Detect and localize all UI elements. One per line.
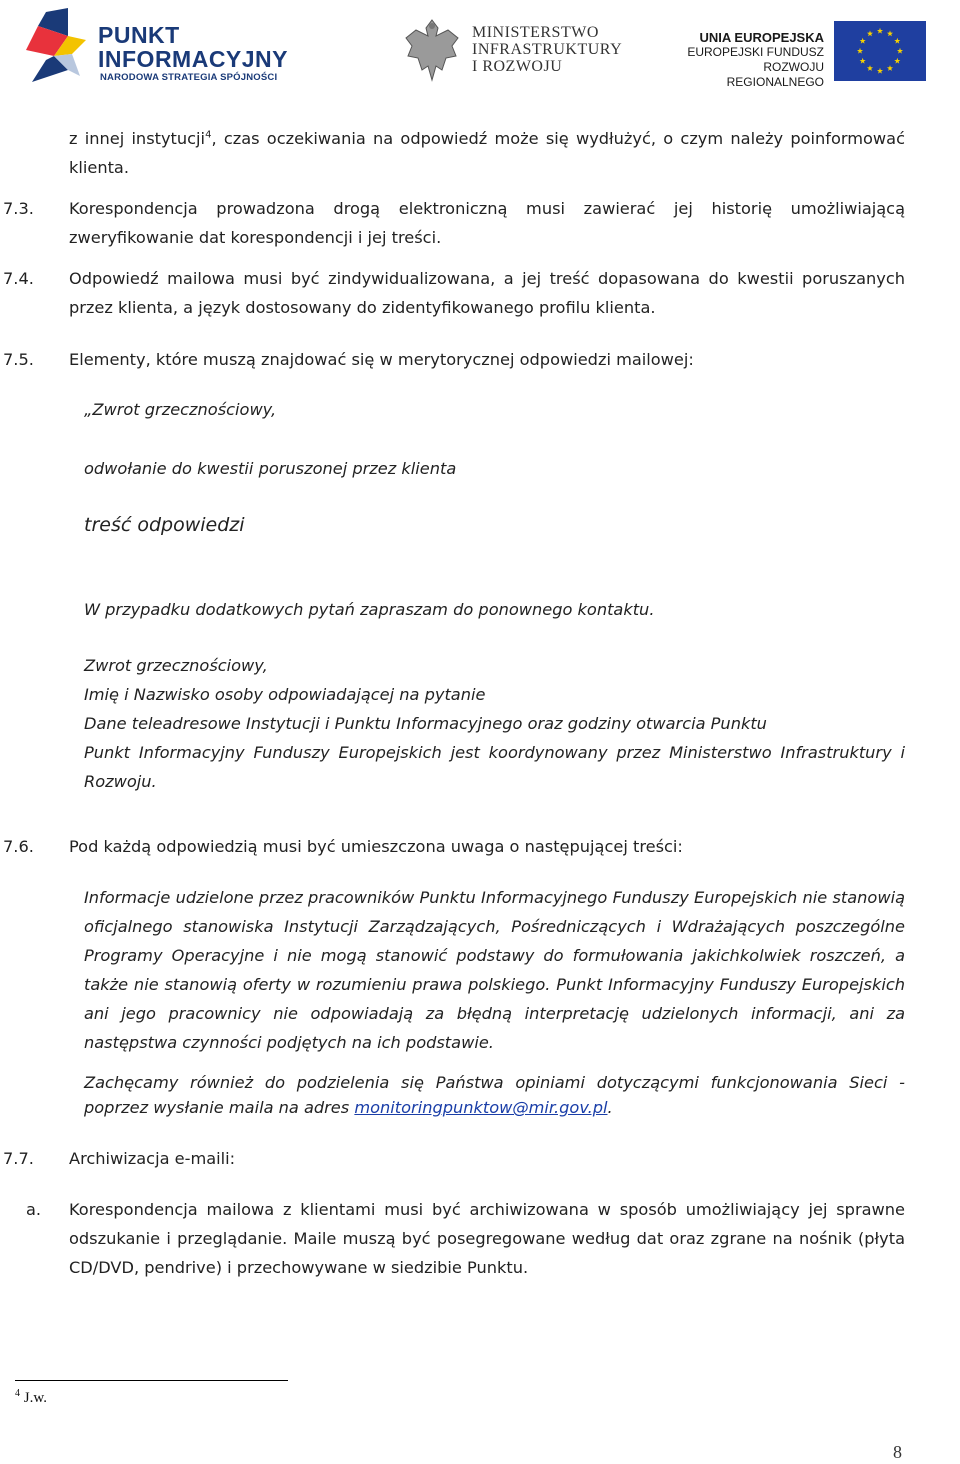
footnote-text: J.w. [23, 1390, 47, 1406]
continuation-text-b: , czas oczekiwania na odpowiedź może się wydłużyć, o czym należy poinformować klienta. [69, 129, 905, 177]
eu-fund-name [666, 30, 824, 90]
template-content: treść odpowiedzi [84, 514, 245, 536]
disclaimer-text: Informacje udzielone przez pracowników Punktu Informacyjnego Funduszy Europejskich nie stanowią oficjalnego stanowiska Instytucji Zarządzających, Pośredniczących i Wdrażających poszczególne Programy Operacyjne i nie mogą stanowić podstawy do formułowania jakichkolwiek roszczeń, a także nie stanowią oferty w rozumieniu prawa polskiego. Punkt Informacyjny Funduszy Europejskich ani jego pracownicy nie odpowiadają za błędną interpretację udzielonych informacji, ani za następstwa czynności podjętych na ich podstawie. [84, 888, 905, 1052]
footnote [15, 1390, 47, 1407]
template-address: Dane teleadresowe Instytucji i Punktu Informacyjnego oraz godziny otwarcia Punktu [84, 714, 767, 733]
polish-eagle-emblem-icon [402, 16, 462, 84]
eu-line-1: UNIA EUROPEJSKA [699, 30, 824, 45]
item-a-text: Korespondencja mailowa z klientami musi być archiwizowana w sposób umożliwiający jej sprawne odszukanie i przeglądanie. Maile muszą być posegregowane według dat oraz zgrane na nośnik (płyta CD/DVD, pendrive) i przechowywane w siedzibie Punktu. [69, 1200, 905, 1277]
template-coordination: Punkt Informacyjny Funduszy Europejskich jest koordynowany przez Ministerstwo Infrastruktury i Rozwoju. [84, 743, 905, 791]
ministry-name [472, 24, 622, 75]
footnote-mark: 4 [15, 1388, 20, 1399]
encourage-text [84, 1070, 905, 1120]
eu-flag-icon [834, 21, 926, 81]
section-7-4-number: 7.4. [3, 269, 34, 288]
section-7-7-text: Archiwizacja e-maili: [69, 1149, 236, 1168]
ministry-line-1: MINISTERSTWO [472, 24, 599, 41]
section-7-5-text: Elementy, które muszą znajdować się w merytorycznej odpowiedzi mailowej: [69, 350, 694, 369]
section-7-3-text: Korespondencja prowadzona drogą elektroniczną musi zawierać jej historię umożliwiającą zweryfikowanie dat korespondencji i jej treści. [69, 199, 905, 247]
monitoring-email-link[interactable]: monitoringpunktow@mir.gov.pl [354, 1098, 608, 1117]
ministry-line-3: I ROZWOJU [472, 58, 563, 75]
page-number: 8 [893, 1442, 902, 1462]
punkt-informacyjny-star-icon [24, 6, 88, 88]
eu-line-2: EUROPEJSKI FUNDUSZ [687, 45, 824, 59]
section-7-3-number: 7.3. [3, 199, 34, 218]
template-name: Imię i Nazwisko osoby odpowiadającej na pytanie [84, 685, 486, 704]
item-a-label: a. [26, 1200, 42, 1219]
section-7-6-number: 7.6. [3, 837, 34, 856]
paragraph-continuation [69, 124, 905, 182]
page-header [0, 0, 960, 100]
encourage-text-a: Zachęcamy również do podzielenia się Państwa opiniami dotyczącymi funkcjonowania Sieci - poprzez wysłanie maila na adres [84, 1073, 905, 1117]
section-7-7-number: 7.7. [3, 1149, 34, 1168]
section-7-5-number: 7.5. [3, 350, 34, 369]
footnote-separator [15, 1380, 288, 1381]
section-7-6-text: Pod każdą odpowiedzią musi być umieszczona uwaga o następującej treści: [69, 837, 683, 856]
punkt-informacyjny-title: PUNKT INFORMACYJNY [98, 22, 289, 72]
template-greeting: „Zwrot grzecznościowy, [84, 400, 277, 419]
template-closing: Zwrot grzecznościowy, [84, 656, 268, 675]
ministry-line-2: INFRASTRUKTURY [472, 41, 623, 58]
continuation-text-a: z innej instytucji [69, 129, 206, 148]
footnote-ref: 4 [205, 129, 212, 141]
section-7-4-text: Odpowiedź mailowa musi być zindywidualizowana, a jej treść dopasowana do kwestii poruszanych przez klienta, a język dostosowany do zidentyfikowanego profilu klienta. [69, 269, 905, 317]
template-further-contact: W przypadku dodatkowych pytań zapraszam do ponownego kontaktu. [84, 600, 655, 619]
punkt-informacyjny-subtitle: NARODOWA STRATEGIA SPÓJNOŚCI [100, 72, 278, 83]
template-reference: odwołanie do kwestii poruszonej przez klienta [84, 459, 457, 478]
eu-line-3: ROZWOJU REGIONALNEGO [726, 60, 824, 89]
encourage-text-b: . [607, 1098, 613, 1117]
